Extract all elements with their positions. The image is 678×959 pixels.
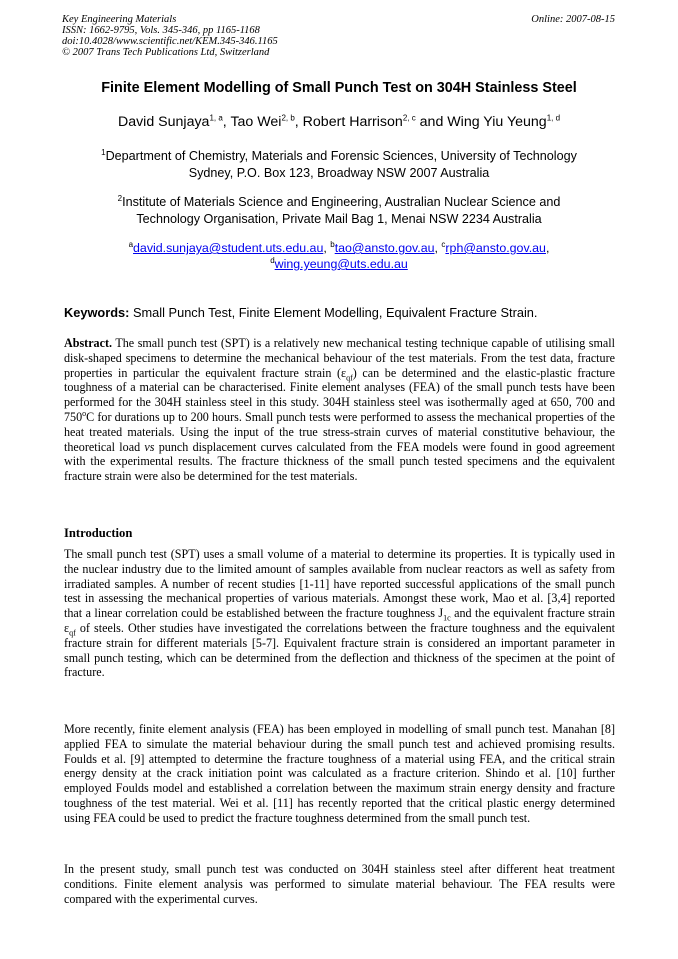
keywords: [64, 305, 624, 320]
email-link-harrison[interactable]: rph@ansto.gov.au: [445, 241, 546, 255]
author-affiliation-mark: 2, b: [281, 113, 295, 123]
author-list: [40, 114, 638, 130]
epsilon-symbol: ε: [64, 620, 70, 635]
paragraph-text: of steels. Other studies have investigated the correlations between the fracture toughness and the equivalent fracture strain for different materials [5-7]. Equivalent fracture strain is considered an important parameter in small punch testing, which can be determined from the deflection and thickness of the specimen at the point of fracture.: [64, 620, 615, 680]
abstract: [64, 336, 615, 484]
affiliation-line: Technology Organisation, Private Mail Bag 1, Menai NSW 2234 Australia: [136, 212, 542, 226]
subscript: 1c: [443, 613, 451, 623]
email-line: [40, 256, 638, 272]
abstract-text: The small punch test (SPT) is a relatively new mechanical testing technique capable of utilising small disk-shaped specimens to determine the mechanical behaviour of the test materials. From the test data, fracture properties in particular the equivalent fracture strain (: [64, 336, 616, 380]
author-name: Tao Wei: [230, 114, 282, 130]
keywords-text: Small Punch Test, Finite Element Modelling, Equivalent Fracture Strain.: [132, 305, 538, 320]
affiliation-1: [40, 148, 638, 182]
keywords-label: Keywords:: [64, 305, 130, 320]
email-line: $^a$david.sunjaya@student.uts.edu.au, $^b$tao@ansto.gov.au, $^c$rph@ansto.gov.au,: [128, 239, 550, 255]
section-heading-introduction: Introduction: [64, 526, 133, 540]
abstract-label: Abstract.: [64, 336, 113, 350]
affiliation-mark: 1: [101, 147, 106, 157]
issn-line: ISSN: 1662-9795, Vols. 345-346, pp 1165-1168: [62, 25, 260, 36]
copyright-line: © 2007 Trans Tech Publications Ltd, Switzerland: [62, 47, 270, 58]
author-affiliation-mark: 1, d: [546, 113, 561, 123]
intro-paragraph-3: In the present study, small punch test was conducted on 304H stainless steel after different heat treatment conditions. Finite element analysis was performed to simulate material behaviour. The FEA results were compared with the experimental curves.: [64, 862, 615, 906]
subscript: qf: [69, 628, 76, 638]
affiliation-text: Department of Chemistry, Materials and Forensic Sciences, University of Technology: [105, 149, 577, 163]
email-mark: a: [128, 239, 134, 249]
intro-paragraph-2: More recently, finite element analysis (FEA) has been employed in modelling of small punch test. Manahan [8] applied FEA to simulate the material behaviour during the small punch test and achieved promising results. Foulds et al. [9] attempted to determine the fracture toughness of a material using FEA, and the critical strain energy density at the crack initiation point was calculated as a fracture criterion. Shindo et al. [10] further employed Foulds model and established a correlation between the maximum strain energy density and fracture toughness of the test material. Wei et al. [11] has recently reported that the critical plastic energy determined using FEA could be used to predict the fracture toughness determined from the small punch test.: [64, 722, 615, 825]
abstract-text: punch displacement curves calculated from the FEA models were found in good agreement with the experimental results. The fracture thickness of the small punch tested specimens and the equivalent fracture strain were also be determined for the test materials.: [64, 439, 615, 484]
email-mark: d: [270, 255, 275, 265]
epsilon-symbol: ε: [341, 365, 347, 380]
abstract-text: C for durations up to 200 hours. Small punch tests were performed to assess the mechanical properties of the heat treated materials. Using the input of the true stress-strain curves of material constitutive behaviour, the theoretical load: [64, 409, 615, 454]
author-affiliation-mark: 2, c: [402, 113, 416, 123]
affiliation-mark: 2: [117, 193, 123, 203]
email-link-sunjaya[interactable]: david.sunjaya@student.uts.edu.au: [133, 241, 324, 255]
affiliation-text: Institute of Materials Science and Engineering, Australian Nuclear Science and: [122, 195, 561, 209]
author-affiliation-mark: 1, a: [209, 113, 223, 123]
subscript: qf: [346, 373, 353, 382]
degree-mark: o: [82, 408, 87, 418]
email-mark: c: [441, 239, 446, 249]
affiliation-line: [40, 194, 638, 211]
italic-vs: vs: [144, 439, 155, 454]
doi-line: doi:10.4028/www.scientific.net/KEM.345-346.1165: [62, 36, 278, 47]
paragraph-text: The small punch test (SPT) uses a small volume of a material to determine its properties. It is typically used in the nuclear industry due to the limited amount of samples available from nuclear reactors as well as safety from irradiated samples. A number of recent studies [1-11] have reported successful applications of the small punch test in assessing the mechanical properties of various materials. Amongst these work, Mao et al. [3,4] reported that a linear correlation could be established between the fracture toughness J: [64, 547, 615, 621]
online-date: Online: 2007-08-15: [531, 14, 615, 25]
email-link-yeung[interactable]: wing.yeung@uts.edu.au: [274, 257, 408, 271]
author-name: David Sunjaya: [117, 114, 210, 130]
paper-title: Finite Element Modelling of Small Punch Test on 304H Stainless Steel: [101, 80, 577, 96]
paragraph-text: and the equivalent fracture strain: [450, 606, 616, 621]
email-link-wei[interactable]: tao@ansto.gov.au: [334, 241, 435, 255]
journal-name: Key Engineering Materials: [62, 14, 177, 25]
affiliation-line: Sydney, P.O. Box 123, Broadway NSW 2007 Australia: [188, 166, 490, 180]
journal-header: [62, 14, 278, 58]
email-list: [40, 240, 638, 272]
email-mark: b: [330, 239, 335, 249]
author-separator: ,: [222, 114, 231, 130]
author-name: Robert Harrison: [302, 114, 403, 130]
intro-paragraph-1: [64, 547, 615, 680]
author-separator: and: [415, 114, 448, 130]
author-separator: ,: [294, 114, 303, 130]
abstract-text: ) can be determined and the elastic-plastic fracture toughness of a material can be characterised. Finite element analyses (FEA) of the small punch tests have been performed for the 304H stainless steel in this study. 304H stainless steel was isothermally aged at 650, 700 and 750: [64, 365, 615, 424]
affiliation-2: [40, 194, 638, 228]
affiliation-line: [40, 148, 638, 165]
author-name: Wing Yiu Yeung: [447, 114, 547, 130]
